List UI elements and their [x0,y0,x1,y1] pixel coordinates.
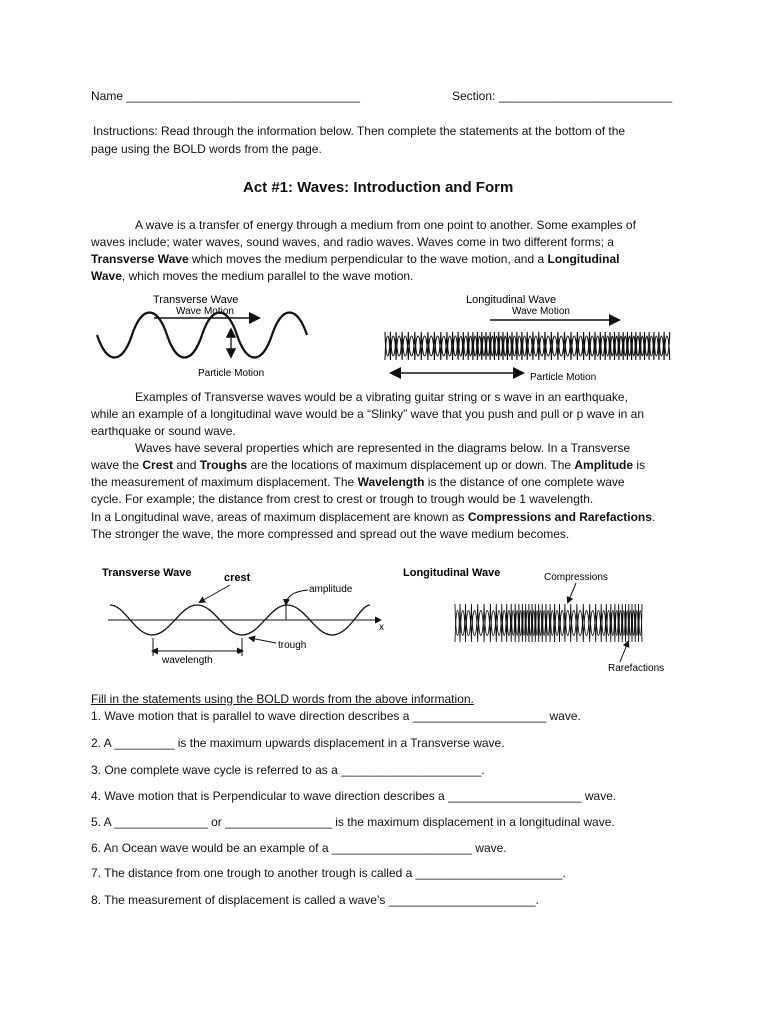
questions-heading: Fill in the statements using the BOLD words from the above information. [91,692,474,706]
question-2: 2. A _________ is the maximum upwards displacement in a Transverse wave. [91,736,505,750]
para1-line-3 [91,252,619,266]
bold-term-longitudinal: Longitudinal [547,252,620,266]
question-8: 8. The measurement of displacement is called a wave’s ______________________. [91,893,539,907]
compressions-pointer [568,583,576,602]
para2-line-8-a: In a Longitudinal wave, areas of maximum displacement are known as [91,510,468,524]
para2-line-5 [91,458,645,472]
para2-line-5-g: is [633,458,646,472]
bold-term-amplitude: Amplitude [574,458,634,472]
wave-forms-diagram [80,290,680,385]
para2-line-6-a: the measurement of maximum displacement. The [91,475,358,489]
bold-term-compressions-rarefactions: Compressions and Rarefactions [467,510,652,524]
para1-line-4-text: , which moves the medium parallel to the wave motion. [121,269,414,283]
para2-line-5-c: and [173,458,200,472]
rarefactions-pointer [620,642,628,662]
question-1: 1. Wave motion that is parallel to wave direction describes a ____________________ wave. [91,709,581,723]
bold-term-transverse-wave: Transverse Wave [91,252,189,266]
longitudinal-wave-coils [385,332,670,360]
bold-term-wave: Wave [91,269,122,283]
instructions-line-2: page using the BOLD words from the page. [91,142,322,156]
compressions-label: Compressions [544,572,608,583]
amplitude-pointer [286,590,308,604]
bold-term-crest: Crest [142,458,174,472]
question-7: 7. The distance from one trough to another trough is called a ______________________. [91,866,566,880]
para2-line-6 [91,475,625,489]
instructions-line-1: Instructions: Read through the information below. Then complete the statements at the bottom of the [93,124,626,138]
para1-line-4 [91,269,413,283]
crest-pointer [200,585,230,602]
longitudinal-wave-motion-label: Wave Motion [512,306,570,317]
trough-pointer [250,638,276,643]
transverse-diagram-title: Transverse Wave [102,567,192,579]
question-3: 3. One complete wave cycle is referred to as a _____________________. [91,763,485,777]
para1-line-2: waves include; water waves, sound waves, and radio waves. Waves come in two different forms; a [91,235,614,249]
wavelength-label: wavelength [162,655,213,666]
para1-line-3-text: which moves the medium perpendicular to the wave motion, and a [188,252,548,266]
crest-label: crest [224,572,251,584]
rarefactions-label: Rarefactions [608,663,665,674]
longitudinal-particle-motion-label: Particle Motion [530,372,597,383]
trough-label: trough [278,640,307,651]
transverse-particle-motion-label: Particle Motion [198,368,265,379]
transverse-wave-curve [97,313,307,358]
para2-line-4: Waves have several properties which are represented in the diagrams below. In a Transverse [135,441,631,455]
para2-line-5-e: are the locations of maximum displacement up or down. The [247,458,575,472]
longitudinal-wave-title: Longitudinal Wave [466,294,557,306]
name-field-label: Name ___________________________________ [91,89,360,103]
bold-term-troughs: Troughs [199,458,248,472]
longitudinal-diagram-title: Longitudinal Wave [403,567,501,579]
transverse-wave-motion-label: Wave Motion [176,306,234,317]
para1-line-1: A wave is a transfer of energy through a medium from one point to another. Some examples of [135,218,636,232]
para2-line-9: The stronger the wave, the more compressed and spread out the wave medium becomes. [91,527,570,541]
para2-line-1: Examples of Transverse waves would be a vibrating guitar string or s wave in an earthquake, [135,390,628,404]
bold-term-wavelength: Wavelength [357,475,425,489]
longitudinal-compression-coils [455,604,642,642]
para2-line-8 [91,510,655,524]
x-axis-label: x [379,622,384,633]
amplitude-label: amplitude [309,584,353,595]
para2-line-5-a: wave the [91,458,143,472]
page-title: Act #1: Waves: Introduction and Form [243,179,514,196]
para2-line-3: earthquake or sound wave. [91,424,236,438]
question-5: 5. A ______________ or ________________ is the maximum displacement in a longitudinal wave. [91,815,615,829]
para2-line-2: while an example of a longitudinal wave would be a “Slinky” wave that you push and pull or p wave in an [91,407,644,421]
wave-properties-diagram [90,560,690,680]
transverse-wave-title: Transverse Wave [153,294,239,306]
para2-line-6-c: is the distance of one complete wave [424,475,625,489]
para2-line-8-c: . [651,510,656,524]
question-6: 6. An Ocean wave would be an example of a _____________________ wave. [91,841,507,855]
section-field-label: Section: __________________________ [452,89,673,103]
para2-line-7: cycle. For example; the distance from crest to crest or trough to trough would be 1 wavelength. [91,492,594,506]
question-4: 4. Wave motion that is Perpendicular to wave direction describes a ____________________ wave. [91,789,617,803]
